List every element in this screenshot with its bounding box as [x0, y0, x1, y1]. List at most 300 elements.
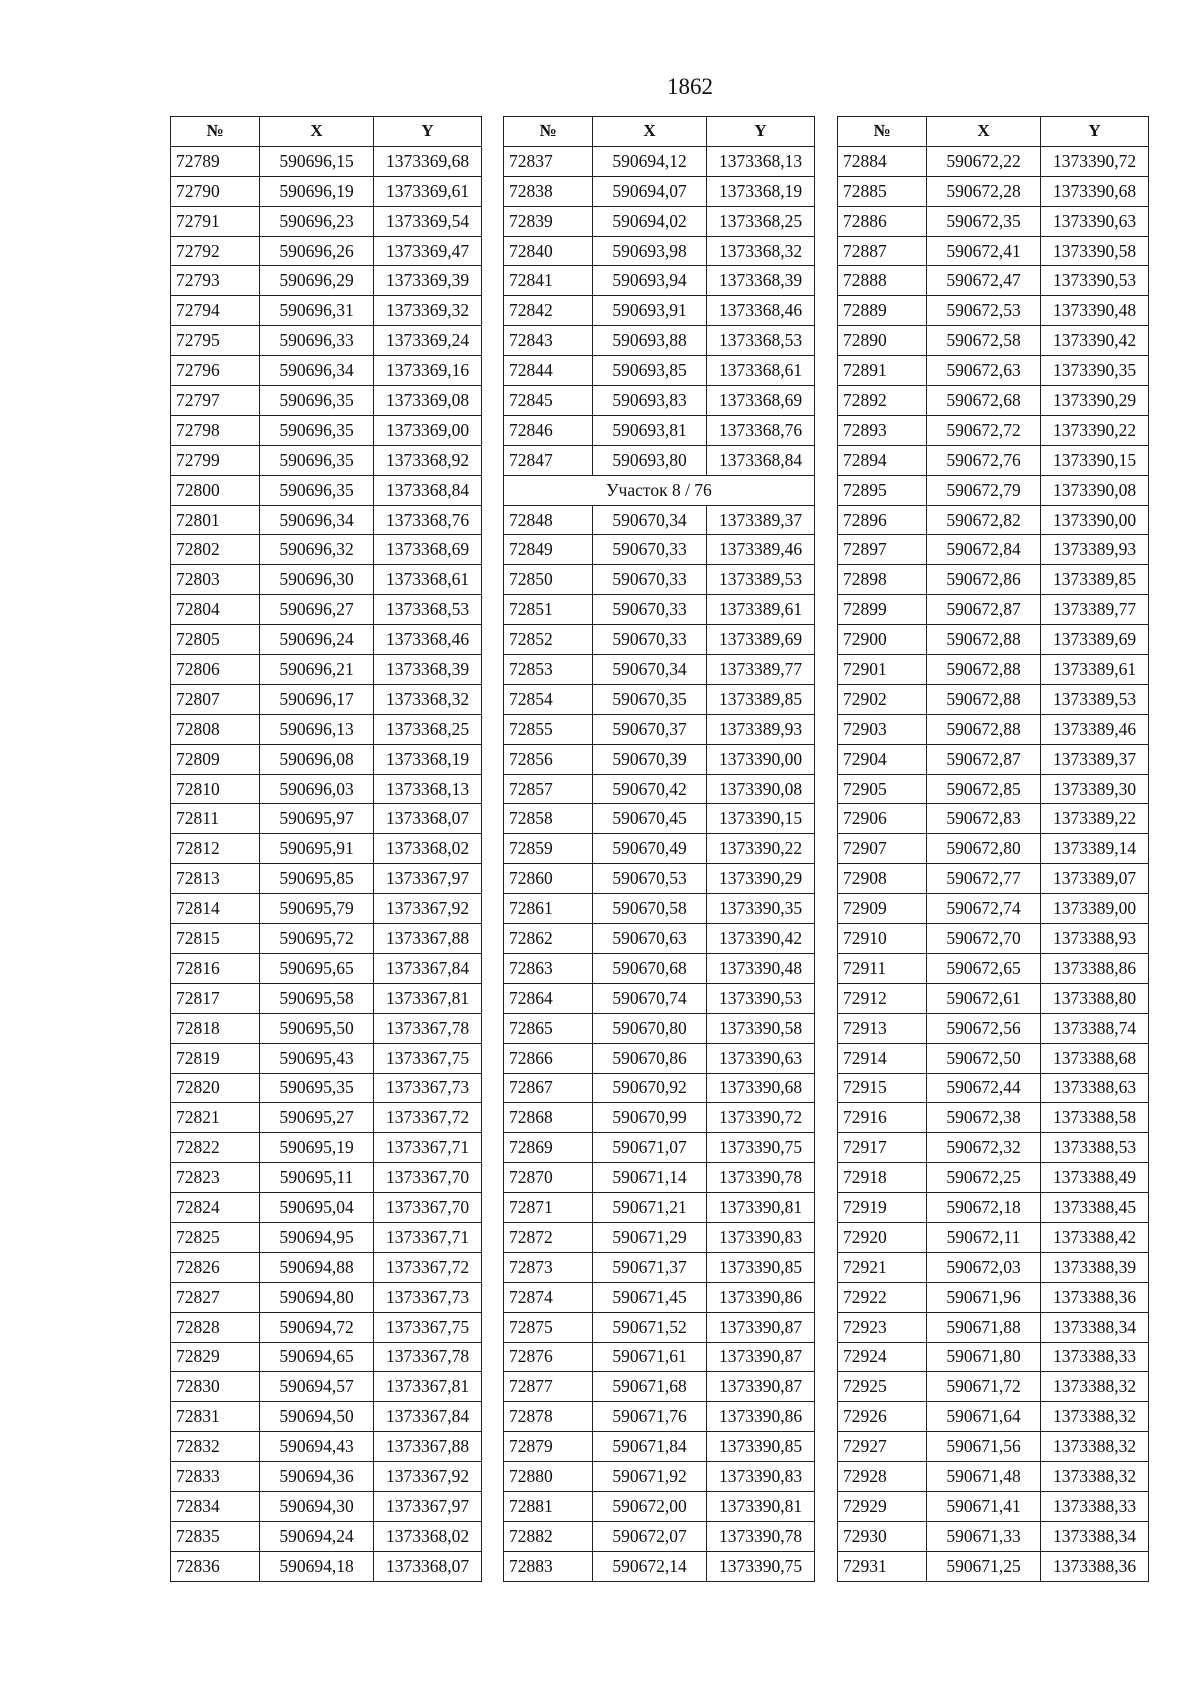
x-coordinate-cell: 590694,43 — [260, 1432, 374, 1462]
y-coordinate-cell: 1373369,39 — [374, 266, 482, 296]
x-coordinate-cell: 590671,07 — [593, 1133, 707, 1163]
table-row — [838, 1462, 1149, 1492]
y-coordinate-cell: 1373368,32 — [707, 236, 815, 266]
x-coordinate-cell: 590695,43 — [260, 1043, 374, 1073]
point-number-cell: 72833 — [171, 1462, 260, 1492]
point-number-cell: 72832 — [171, 1432, 260, 1462]
section-row — [504, 475, 815, 505]
point-number-cell: 72882 — [504, 1521, 593, 1551]
point-number-cell: 72910 — [838, 924, 927, 954]
x-coordinate-cell: 590695,65 — [260, 953, 374, 983]
x-coordinate-cell: 590672,00 — [593, 1491, 707, 1521]
y-coordinate-cell: 1373369,16 — [374, 356, 482, 386]
y-coordinate-cell: 1373368,13 — [374, 774, 482, 804]
point-number-cell: 72927 — [838, 1432, 927, 1462]
table-row — [171, 1462, 482, 1492]
table-row — [838, 415, 1149, 445]
y-coordinate-cell: 1373367,71 — [374, 1133, 482, 1163]
x-coordinate-cell: 590694,02 — [593, 206, 707, 236]
y-coordinate-cell: 1373367,81 — [374, 983, 482, 1013]
table-row — [171, 1312, 482, 1342]
point-number-cell: 72797 — [171, 386, 260, 416]
table-row — [504, 176, 815, 206]
x-coordinate-cell: 590670,86 — [593, 1043, 707, 1073]
y-coordinate-cell: 1373390,15 — [1041, 445, 1149, 475]
table-row — [838, 206, 1149, 236]
y-coordinate-cell: 1373388,58 — [1041, 1103, 1149, 1133]
table-row — [171, 1163, 482, 1193]
table-row — [171, 356, 482, 386]
x-coordinate-cell: 590696,35 — [260, 386, 374, 416]
y-coordinate-cell: 1373390,87 — [707, 1372, 815, 1402]
table-row — [504, 146, 815, 176]
table-row — [838, 535, 1149, 565]
y-coordinate-cell: 1373367,72 — [374, 1103, 482, 1133]
header-y: Y — [1041, 117, 1149, 147]
point-number-cell: 72879 — [504, 1432, 593, 1462]
table-body — [504, 146, 815, 1581]
table-row — [838, 595, 1149, 625]
point-number-cell: 72865 — [504, 1013, 593, 1043]
y-coordinate-cell: 1373367,73 — [374, 1282, 482, 1312]
table-row — [504, 1073, 815, 1103]
x-coordinate-cell: 590696,13 — [260, 714, 374, 744]
x-coordinate-cell: 590672,68 — [927, 386, 1041, 416]
table-row — [504, 1133, 815, 1163]
y-coordinate-cell: 1373390,58 — [707, 1013, 815, 1043]
x-coordinate-cell: 590671,45 — [593, 1282, 707, 1312]
x-coordinate-cell: 590672,84 — [927, 535, 1041, 565]
table-row — [171, 1103, 482, 1133]
point-number-cell: 72895 — [838, 475, 927, 505]
y-coordinate-cell: 1373390,87 — [707, 1342, 815, 1372]
point-number-cell: 72843 — [504, 326, 593, 356]
x-coordinate-cell: 590672,58 — [927, 326, 1041, 356]
table-row — [838, 1312, 1149, 1342]
table-row — [171, 505, 482, 535]
x-coordinate-cell: 590671,61 — [593, 1342, 707, 1372]
point-number-cell: 72881 — [504, 1491, 593, 1521]
y-coordinate-cell: 1373369,00 — [374, 415, 482, 445]
table-row — [171, 1342, 482, 1372]
y-coordinate-cell: 1373390,35 — [707, 894, 815, 924]
x-coordinate-cell: 590672,22 — [927, 146, 1041, 176]
table-row — [504, 535, 815, 565]
point-number-cell: 72876 — [504, 1342, 593, 1372]
point-number-cell: 72799 — [171, 445, 260, 475]
table-row — [504, 744, 815, 774]
y-coordinate-cell: 1373368,07 — [374, 1551, 482, 1581]
y-coordinate-cell: 1373368,76 — [707, 415, 815, 445]
y-coordinate-cell: 1373389,14 — [1041, 834, 1149, 864]
point-number-cell: 72863 — [504, 953, 593, 983]
y-coordinate-cell: 1373389,69 — [707, 625, 815, 655]
x-coordinate-cell: 590671,76 — [593, 1402, 707, 1432]
x-coordinate-cell: 590670,33 — [593, 535, 707, 565]
header-number: № — [504, 117, 593, 147]
point-number-cell: 72802 — [171, 535, 260, 565]
x-coordinate-cell: 590672,79 — [927, 475, 1041, 505]
point-number-cell: 72872 — [504, 1222, 593, 1252]
x-coordinate-cell: 590672,47 — [927, 266, 1041, 296]
point-number-cell: 72793 — [171, 266, 260, 296]
table-row — [171, 655, 482, 685]
table-row — [171, 684, 482, 714]
table-row — [838, 1073, 1149, 1103]
x-coordinate-cell: 590694,72 — [260, 1312, 374, 1342]
x-coordinate-cell: 590672,53 — [927, 296, 1041, 326]
point-number-cell: 72875 — [504, 1312, 593, 1342]
point-number-cell: 72883 — [504, 1551, 593, 1581]
table-row — [504, 1103, 815, 1133]
x-coordinate-cell: 590693,91 — [593, 296, 707, 326]
point-number-cell: 72880 — [504, 1462, 593, 1492]
x-coordinate-cell: 590696,32 — [260, 535, 374, 565]
x-coordinate-cell: 590672,83 — [927, 804, 1041, 834]
table-row — [504, 1402, 815, 1432]
table-row — [171, 804, 482, 834]
table-row — [504, 1013, 815, 1043]
point-number-cell: 72909 — [838, 894, 927, 924]
point-number-cell: 72908 — [838, 864, 927, 894]
point-number-cell: 72924 — [838, 1342, 927, 1372]
table-row — [838, 894, 1149, 924]
header-row — [838, 117, 1149, 147]
y-coordinate-cell: 1373390,53 — [707, 983, 815, 1013]
point-number-cell: 72837 — [504, 146, 593, 176]
point-number-cell: 72855 — [504, 714, 593, 744]
table-row — [504, 1521, 815, 1551]
y-coordinate-cell: 1373369,24 — [374, 326, 482, 356]
y-coordinate-cell: 1373389,46 — [707, 535, 815, 565]
table-row — [171, 595, 482, 625]
table-row — [504, 326, 815, 356]
y-coordinate-cell: 1373390,87 — [707, 1312, 815, 1342]
point-number-cell: 72792 — [171, 236, 260, 266]
x-coordinate-cell: 590695,27 — [260, 1103, 374, 1133]
x-coordinate-cell: 590696,23 — [260, 206, 374, 236]
y-coordinate-cell: 1373368,61 — [707, 356, 815, 386]
table-row — [838, 1222, 1149, 1252]
header-x: X — [260, 117, 374, 147]
y-coordinate-cell: 1373390,63 — [1041, 206, 1149, 236]
point-number-cell: 72904 — [838, 744, 927, 774]
x-coordinate-cell: 590694,57 — [260, 1372, 374, 1402]
y-coordinate-cell: 1373368,84 — [707, 445, 815, 475]
header-number: № — [838, 117, 927, 147]
x-coordinate-cell: 590696,35 — [260, 415, 374, 445]
x-coordinate-cell: 590693,80 — [593, 445, 707, 475]
x-coordinate-cell: 590672,74 — [927, 894, 1041, 924]
table-row — [504, 625, 815, 655]
y-coordinate-cell: 1373369,61 — [374, 176, 482, 206]
y-coordinate-cell: 1373390,00 — [707, 744, 815, 774]
y-coordinate-cell: 1373389,37 — [707, 505, 815, 535]
point-number-cell: 72827 — [171, 1282, 260, 1312]
table-row — [838, 1432, 1149, 1462]
x-coordinate-cell: 590672,85 — [927, 774, 1041, 804]
x-coordinate-cell: 590694,80 — [260, 1282, 374, 1312]
y-coordinate-cell: 1373388,86 — [1041, 953, 1149, 983]
x-coordinate-cell: 590672,07 — [593, 1521, 707, 1551]
x-coordinate-cell: 590693,98 — [593, 236, 707, 266]
table-row — [504, 445, 815, 475]
y-coordinate-cell: 1373390,68 — [1041, 176, 1149, 206]
y-coordinate-cell: 1373389,00 — [1041, 894, 1149, 924]
table-row — [171, 924, 482, 954]
x-coordinate-cell: 590671,84 — [593, 1432, 707, 1462]
point-number-cell: 72850 — [504, 565, 593, 595]
y-coordinate-cell: 1373390,42 — [707, 924, 815, 954]
y-coordinate-cell: 1373389,61 — [1041, 655, 1149, 685]
point-number-cell: 72825 — [171, 1222, 260, 1252]
x-coordinate-cell: 590671,33 — [927, 1521, 1041, 1551]
x-coordinate-cell: 590671,41 — [927, 1491, 1041, 1521]
table-row — [504, 1193, 815, 1223]
x-coordinate-cell: 590671,37 — [593, 1252, 707, 1282]
y-coordinate-cell: 1373367,78 — [374, 1013, 482, 1043]
point-number-cell: 72813 — [171, 864, 260, 894]
y-coordinate-cell: 1373389,07 — [1041, 864, 1149, 894]
point-number-cell: 72928 — [838, 1462, 927, 1492]
table-row — [838, 804, 1149, 834]
y-coordinate-cell: 1373369,08 — [374, 386, 482, 416]
x-coordinate-cell: 590696,24 — [260, 625, 374, 655]
table-row — [171, 415, 482, 445]
x-coordinate-cell: 590696,17 — [260, 684, 374, 714]
x-coordinate-cell: 590672,14 — [593, 1551, 707, 1581]
table-row — [838, 296, 1149, 326]
point-number-cell: 72818 — [171, 1013, 260, 1043]
point-number-cell: 72807 — [171, 684, 260, 714]
x-coordinate-cell: 590671,80 — [927, 1342, 1041, 1372]
table-row — [171, 1551, 482, 1581]
table-row — [171, 834, 482, 864]
point-number-cell: 72899 — [838, 595, 927, 625]
table-row — [171, 296, 482, 326]
y-coordinate-cell: 1373368,69 — [374, 535, 482, 565]
x-coordinate-cell: 590695,19 — [260, 1133, 374, 1163]
x-coordinate-cell: 590695,97 — [260, 804, 374, 834]
x-coordinate-cell: 590696,34 — [260, 356, 374, 386]
y-coordinate-cell: 1373367,75 — [374, 1312, 482, 1342]
x-coordinate-cell: 590694,50 — [260, 1402, 374, 1432]
page-number: 1862 — [667, 74, 713, 99]
point-number-cell: 72796 — [171, 356, 260, 386]
table-row — [838, 834, 1149, 864]
section-label: Участок 8 / 76 — [504, 475, 815, 505]
y-coordinate-cell: 1373367,97 — [374, 864, 482, 894]
point-number-cell: 72885 — [838, 176, 927, 206]
y-coordinate-cell: 1373390,72 — [707, 1103, 815, 1133]
table-row — [838, 356, 1149, 386]
y-coordinate-cell: 1373368,46 — [374, 625, 482, 655]
y-coordinate-cell: 1373390,35 — [1041, 356, 1149, 386]
y-coordinate-cell: 1373369,68 — [374, 146, 482, 176]
table-row — [171, 565, 482, 595]
y-coordinate-cell: 1373367,81 — [374, 1372, 482, 1402]
y-coordinate-cell: 1373390,42 — [1041, 326, 1149, 356]
point-number-cell: 72822 — [171, 1133, 260, 1163]
x-coordinate-cell: 590671,88 — [927, 1312, 1041, 1342]
y-coordinate-cell: 1373390,78 — [707, 1163, 815, 1193]
y-coordinate-cell: 1373389,46 — [1041, 714, 1149, 744]
x-coordinate-cell: 590695,72 — [260, 924, 374, 954]
x-coordinate-cell: 590672,88 — [927, 684, 1041, 714]
point-number-cell: 72922 — [838, 1282, 927, 1312]
header-y: Y — [374, 117, 482, 147]
y-coordinate-cell: 1373368,76 — [374, 505, 482, 535]
point-number-cell: 72845 — [504, 386, 593, 416]
y-coordinate-cell: 1373367,75 — [374, 1043, 482, 1073]
table-row — [838, 475, 1149, 505]
y-coordinate-cell: 1373368,61 — [374, 565, 482, 595]
y-coordinate-cell: 1373388,74 — [1041, 1013, 1149, 1043]
point-number-cell: 72810 — [171, 774, 260, 804]
x-coordinate-cell: 590695,04 — [260, 1193, 374, 1223]
table-row — [504, 953, 815, 983]
y-coordinate-cell: 1373388,34 — [1041, 1312, 1149, 1342]
table-row — [171, 714, 482, 744]
point-number-cell: 72853 — [504, 655, 593, 685]
x-coordinate-cell: 590672,35 — [927, 206, 1041, 236]
table-row — [504, 834, 815, 864]
x-coordinate-cell: 590671,92 — [593, 1462, 707, 1492]
table-body — [171, 146, 482, 1581]
point-number-cell: 72803 — [171, 565, 260, 595]
point-number-cell: 72923 — [838, 1312, 927, 1342]
point-number-cell: 72917 — [838, 1133, 927, 1163]
table-row — [504, 774, 815, 804]
point-number-cell: 72795 — [171, 326, 260, 356]
x-coordinate-cell: 590670,99 — [593, 1103, 707, 1133]
table-row — [171, 1252, 482, 1282]
x-coordinate-cell: 590672,65 — [927, 953, 1041, 983]
point-number-cell: 72852 — [504, 625, 593, 655]
x-coordinate-cell: 590672,72 — [927, 415, 1041, 445]
y-coordinate-cell: 1373390,53 — [1041, 266, 1149, 296]
point-number-cell: 72862 — [504, 924, 593, 954]
x-coordinate-cell: 590672,82 — [927, 505, 1041, 535]
x-coordinate-cell: 590670,34 — [593, 655, 707, 685]
point-number-cell: 72897 — [838, 535, 927, 565]
x-coordinate-cell: 590696,03 — [260, 774, 374, 804]
x-coordinate-cell: 590670,58 — [593, 894, 707, 924]
y-coordinate-cell: 1373390,00 — [1041, 505, 1149, 535]
point-number-cell: 72929 — [838, 1491, 927, 1521]
table-row — [171, 206, 482, 236]
point-number-cell: 72888 — [838, 266, 927, 296]
x-coordinate-cell: 590672,38 — [927, 1103, 1041, 1133]
table-row — [171, 864, 482, 894]
table-row — [504, 655, 815, 685]
table-row — [504, 206, 815, 236]
point-number-cell: 72921 — [838, 1252, 927, 1282]
y-coordinate-cell: 1373367,70 — [374, 1193, 482, 1223]
x-coordinate-cell: 590672,41 — [927, 236, 1041, 266]
point-number-cell: 72791 — [171, 206, 260, 236]
point-number-cell: 72873 — [504, 1252, 593, 1282]
x-coordinate-cell: 590670,74 — [593, 983, 707, 1013]
point-number-cell: 72835 — [171, 1521, 260, 1551]
y-coordinate-cell: 1373367,71 — [374, 1222, 482, 1252]
x-coordinate-cell: 590672,44 — [927, 1073, 1041, 1103]
y-coordinate-cell: 1373367,92 — [374, 894, 482, 924]
x-coordinate-cell: 590672,32 — [927, 1133, 1041, 1163]
point-number-cell: 72820 — [171, 1073, 260, 1103]
y-coordinate-cell: 1373390,22 — [1041, 415, 1149, 445]
table-row — [838, 386, 1149, 416]
y-coordinate-cell: 1373368,69 — [707, 386, 815, 416]
point-number-cell: 72869 — [504, 1133, 593, 1163]
table-row — [504, 714, 815, 744]
y-coordinate-cell: 1373388,45 — [1041, 1193, 1149, 1223]
table-row — [504, 1462, 815, 1492]
point-number-cell: 72884 — [838, 146, 927, 176]
x-coordinate-cell: 590670,92 — [593, 1073, 707, 1103]
x-coordinate-cell: 590671,48 — [927, 1462, 1041, 1492]
table-row — [171, 744, 482, 774]
header-row — [171, 117, 482, 147]
table-row — [171, 1043, 482, 1073]
header-x: X — [593, 117, 707, 147]
x-coordinate-cell: 590696,35 — [260, 475, 374, 505]
table-row — [838, 1252, 1149, 1282]
x-coordinate-cell: 590672,76 — [927, 445, 1041, 475]
table-row — [838, 146, 1149, 176]
coordinates-table-3 — [837, 116, 1149, 1582]
x-coordinate-cell: 590672,03 — [927, 1252, 1041, 1282]
point-number-cell: 72841 — [504, 266, 593, 296]
y-coordinate-cell: 1373368,53 — [707, 326, 815, 356]
y-coordinate-cell: 1373388,34 — [1041, 1521, 1149, 1551]
point-number-cell: 72918 — [838, 1163, 927, 1193]
y-coordinate-cell: 1373389,77 — [707, 655, 815, 685]
point-number-cell: 72830 — [171, 1372, 260, 1402]
table-row — [838, 1282, 1149, 1312]
x-coordinate-cell: 590696,27 — [260, 595, 374, 625]
y-coordinate-cell: 1373369,54 — [374, 206, 482, 236]
point-number-cell: 72806 — [171, 655, 260, 685]
x-coordinate-cell: 590672,11 — [927, 1222, 1041, 1252]
x-coordinate-cell: 590670,33 — [593, 565, 707, 595]
x-coordinate-cell: 590693,83 — [593, 386, 707, 416]
x-coordinate-cell: 590670,63 — [593, 924, 707, 954]
x-coordinate-cell: 590693,88 — [593, 326, 707, 356]
table-row — [504, 1252, 815, 1282]
y-coordinate-cell: 1373368,19 — [374, 744, 482, 774]
y-coordinate-cell: 1373389,53 — [707, 565, 815, 595]
x-coordinate-cell: 590671,52 — [593, 1312, 707, 1342]
table-row — [838, 953, 1149, 983]
point-number-cell: 72900 — [838, 625, 927, 655]
point-number-cell: 72914 — [838, 1043, 927, 1073]
y-coordinate-cell: 1373368,25 — [707, 206, 815, 236]
y-coordinate-cell: 1373389,37 — [1041, 744, 1149, 774]
x-coordinate-cell: 590671,25 — [927, 1551, 1041, 1581]
table-row — [838, 1521, 1149, 1551]
y-coordinate-cell: 1373390,15 — [707, 804, 815, 834]
point-number-cell: 72931 — [838, 1551, 927, 1581]
x-coordinate-cell: 590696,15 — [260, 146, 374, 176]
x-coordinate-cell: 590672,86 — [927, 565, 1041, 595]
point-number-cell: 72801 — [171, 505, 260, 535]
coordinates-table-2 — [503, 116, 815, 1582]
y-coordinate-cell: 1373368,84 — [374, 475, 482, 505]
table-row — [504, 1342, 815, 1372]
y-coordinate-cell: 1373388,33 — [1041, 1491, 1149, 1521]
point-number-cell: 72864 — [504, 983, 593, 1013]
